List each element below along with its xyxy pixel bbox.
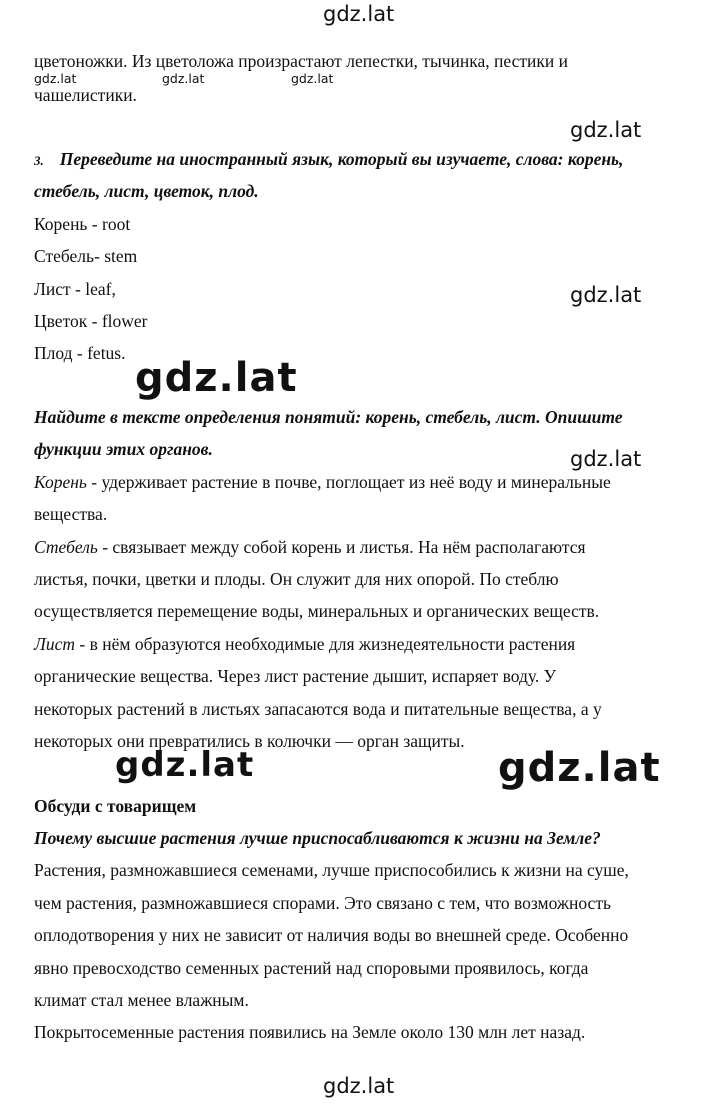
definitions-question: Найдите в тексте определения понятий: корень, стебель, лист. Опишите (34, 407, 623, 427)
translation-item: Корень - root (34, 214, 131, 234)
definition-line: осуществляется перемещение воды, минеральных и органических веществ. (34, 601, 600, 621)
watermark-small: gdz.lat (162, 71, 205, 86)
discuss-question: Почему высшие растения лучше приспосабливаются к жизни на Земле? (34, 828, 601, 848)
task3-question-text: Переведите на иностранный язык, который вы изучаете, слова: корень, (59, 149, 624, 169)
answer-line: чем растения, размножавшиеся спорами. Это связано с тем, что возможность (34, 893, 611, 913)
definition-line: вещества. (34, 504, 108, 524)
watermark-large: gdz.lat (498, 745, 661, 791)
intro-line: цветоножки. Из цветоложа произрастают лепестки, тычинка, пестики и (34, 51, 568, 71)
watermark-top: gdz.lat (323, 2, 395, 26)
task3-question (34, 148, 623, 172)
answer-line: Растения, размножавшиеся семенами, лучше приспособились к жизни на суше, (34, 860, 629, 880)
definition-line: некоторых растений в листьях запасаются вода и питательные вещества, а у (34, 699, 602, 719)
definition-text: - удерживает растение в почве, поглощает из неё воду и минеральные (86, 472, 611, 492)
translation-item: Стебель- stem (34, 246, 138, 266)
definition-stem (34, 536, 586, 558)
task3-number: 3. (34, 153, 44, 168)
translation-item: Лист - leaf, (34, 279, 116, 299)
definition-leaf (34, 633, 575, 655)
translation-item: Цветок - flower (34, 311, 148, 331)
answer-line: Покрытосеменные растения появились на Земле около 130 млн лет назад. (34, 1022, 586, 1042)
watermark-right: gdz.lat (570, 447, 642, 471)
watermark-large: gdz.lat (135, 355, 298, 401)
watermark-right: gdz.lat (570, 283, 642, 307)
definition-line: листья, почки, цветки и плоды. Он служит для них опорой. По стеблю (34, 569, 559, 589)
term-leaf: Лист (34, 634, 76, 654)
watermark-right: gdz.lat (570, 118, 642, 142)
intro-line: чашелистики. (34, 85, 137, 105)
definition-text: - в нём образуются необходимые для жизнедеятельности растения (75, 634, 576, 654)
answer-line: оплодотворения у них не зависит от наличия воды во внешней среде. Особенно (34, 925, 629, 945)
definitions-question: функции этих органов. (34, 439, 213, 459)
task3-question: стебель, лист, цветок, плод. (34, 181, 259, 201)
translation-item: Плод - fetus. (34, 343, 126, 363)
answer-line: явно превосходство семенных растений над споровыми проявилось, когда (34, 958, 589, 978)
watermark-small: gdz.lat (291, 71, 334, 86)
term-stem: Стебель (34, 537, 98, 557)
definition-root (34, 471, 611, 493)
definition-line: органические вещества. Через лист растение дышит, испаряет воду. У (34, 666, 557, 686)
discuss-heading: Обсуди с товарищем (34, 796, 197, 816)
watermark-large: gdz.lat (115, 745, 255, 785)
watermark-bottom: gdz.lat (323, 1074, 395, 1098)
definition-line: некоторых они превратились в колючки — орган защиты. (34, 731, 465, 751)
definition-text: - связывает между собой корень и листья. На нём располагаются (97, 537, 586, 557)
answer-line: климат стал менее влажным. (34, 990, 249, 1010)
term-root: Корень (34, 472, 87, 492)
watermark-small: gdz.lat (34, 71, 77, 86)
